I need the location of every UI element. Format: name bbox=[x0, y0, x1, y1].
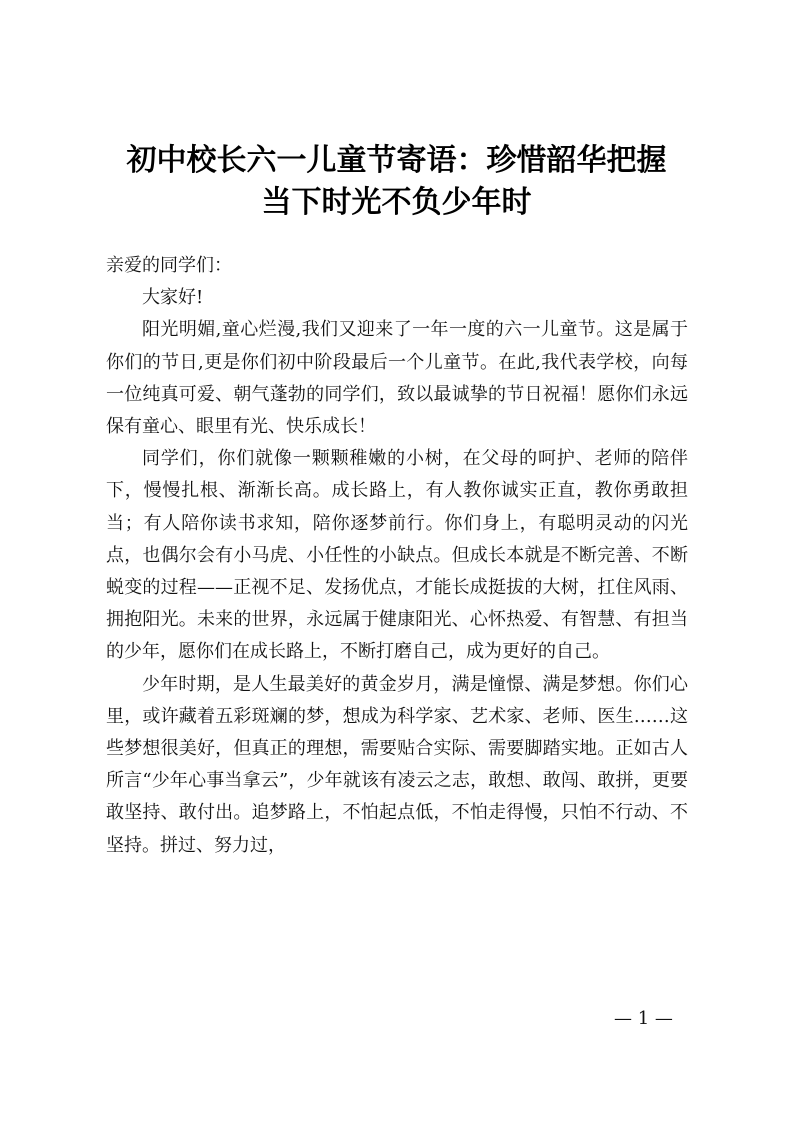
paragraph-3: 少年时期，是人生最美好的黄金岁月，满是憧憬、满是梦想。你们心里，或许藏着五彩斑斓的梦，想成为科学家、艺术家、老师、医生……这些梦想很美好，但真正的理想，需要贴合实际、需要脚踏实地。正如古人所言“少年心事当拿云”，少年就该有凌云之志，敢想、敢闯、敢拼，更要敢坚持、敢付出。追梦路上，不怕起点低，不怕走得慢，只怕不行动、不坚持。拼过、努力过， bbox=[106, 673, 688, 856]
document-body bbox=[106, 250, 688, 862]
document-title bbox=[100, 140, 693, 224]
paragraph-greeting: 大家好! bbox=[142, 287, 204, 309]
paragraph-1: 阳光明媚,童心烂漫,我们又迎来了一年一度的六一儿童节。这是属于你们的节日,更是你们初中阶段最后一个儿童节。在此,我代表学校，向每一位纯真可爱、朝气蓬勃的同学们，致以最诚挚的节日祝福！愿你们永远保有童心、眼里有光、快乐成长！ bbox=[106, 319, 688, 438]
salutation: 亲爱的同学们： bbox=[106, 255, 232, 276]
title-line-2: 当下时光不负少年时 bbox=[261, 185, 532, 220]
title-line-1: 初中校长六一儿童节寄语：珍惜韶华把握 bbox=[126, 143, 667, 178]
paragraph-2: 同学们，你们就像一颗颗稚嫩的小树，在父母的呵护、老师的陪伴下，慢慢扎根、渐渐长高。成长路上，有人教你诚实正直，教你勇敢担当；有人陪你读书求知，陪你逐梦前行。你们身上，有聪明灵动的闪光点，也偶尔会有小马虎、小任性的小缺点。但成长本就是不断完善、不断蜕变的过程——正视不足、发扬优点，才能长成挺拔的大树，扛住风雨、拥抱阳光。未来的世界，永远属于健康阳光、心怀热爱、有智慧、有担当的少年，愿你们在成长路上，不断打磨自己，成为更好的自己。 bbox=[106, 448, 688, 663]
page-number: — 1 — bbox=[614, 1008, 673, 1029]
